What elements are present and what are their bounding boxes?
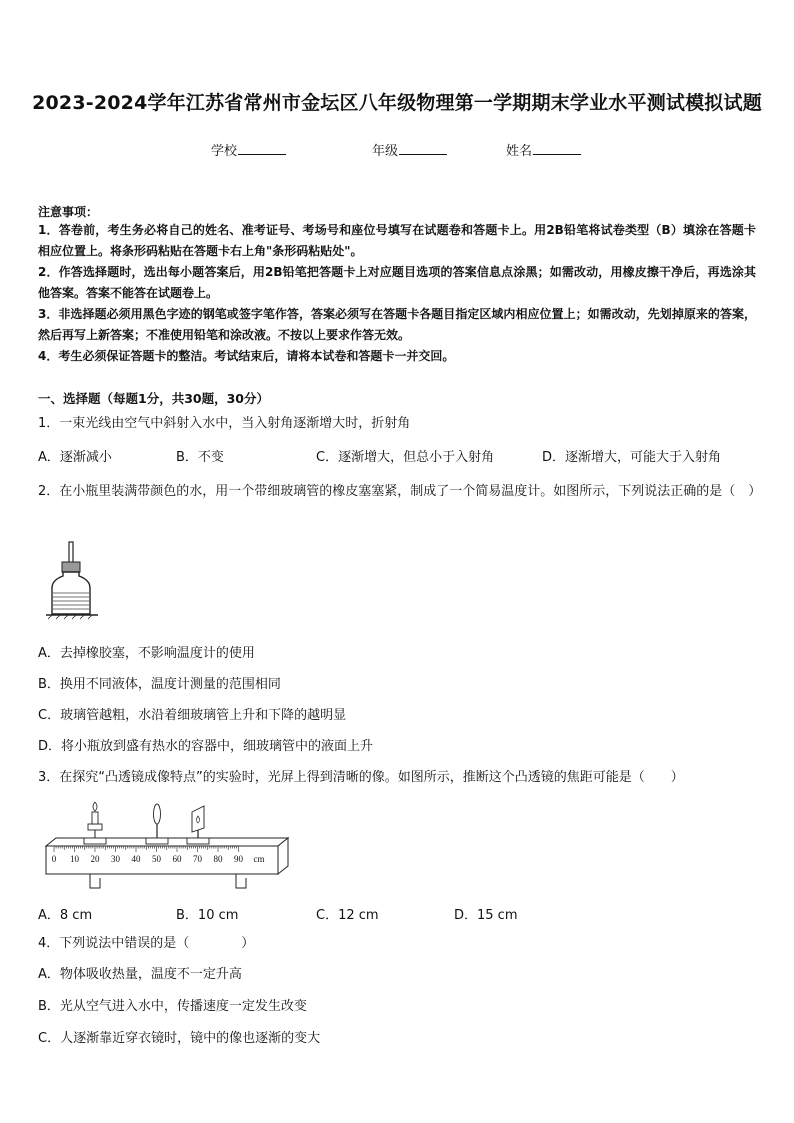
grade-label: 年级 <box>372 144 399 159</box>
note-3: 3．非选择题必须用黑色字迹的钢笔或签字笔作答，答案必须写在答题卡各题目指定区域内相应位置上；如需改动，先划掉原来的答案，然后再写上新答案；不准使用铅笔和涂改液。不按以上要求作答无效。 <box>38 307 756 342</box>
note-4: 4．考生必须保证答题卡的整洁。考试结束后，请将本试卷和答题卡一并交回。 <box>38 349 455 363</box>
q4-option-a[interactable]: A．物体吸收热量，温度不一定升高 <box>38 967 242 982</box>
question-4-stem: 4．下列说法中错误的是（ ） <box>38 936 255 951</box>
notes-header: 注意事项： <box>38 205 99 219</box>
ruler-label: 90 <box>234 854 243 864</box>
ruler-label: 0 <box>51 854 57 864</box>
grade-blank[interactable] <box>399 142 447 155</box>
q4-option-c[interactable]: C．人逐渐靠近穿衣镜时，镜中的像也逐渐的变大 <box>38 1031 321 1046</box>
grade-field[interactable] <box>372 140 447 159</box>
q2-option-b[interactable]: B．换用不同液体，温度计测量的范围相同 <box>38 677 281 692</box>
ruler-label: 20 <box>90 854 100 864</box>
q3-option-a[interactable]: A．8 cm <box>38 908 93 923</box>
note-1: 1．答卷前，考生务必将自己的姓名、准考证号、考场号和座位号填写在试题卷和答题卡上。用2B铅笔将试卷类型（B）填涂在答题卡相应位置上。将条形码粘贴在答题卡右上角"条形码粘贴处"。 <box>38 223 756 258</box>
ruler-label: 40 <box>131 854 141 864</box>
optical-bench-figure <box>44 802 290 894</box>
school-field[interactable] <box>211 140 286 159</box>
ruler-label: 50 <box>152 854 161 864</box>
question-2-stem: 2．在小瓶里装满带颜色的水，用一个带细玻璃管的橡皮塞塞紧，制成了一个简易温度计。如图所示，下列说法正确的是（ ） <box>38 484 762 499</box>
name-blank[interactable] <box>533 142 581 155</box>
q2-option-c[interactable]: C．玻璃管越粗，水沿着细玻璃管上升和下降的越明显 <box>38 708 347 723</box>
q3-option-d[interactable]: D．15 cm <box>454 908 518 923</box>
school-label: 学校 <box>211 144 238 159</box>
q1-option-d[interactable]: D．逐渐增大，可能大于入射角 <box>542 450 722 465</box>
thermometer-bottle-figure <box>44 540 100 620</box>
ruler-label: cm <box>253 854 265 864</box>
school-blank[interactable] <box>238 142 286 155</box>
page-title: 2023-2024学年江苏省常州市金坛区八年级物理第一学期期末学业水平测试模拟试题 <box>32 92 762 114</box>
ruler-label: 10 <box>70 854 79 864</box>
name-field[interactable] <box>506 140 581 159</box>
section-heading: 一、选择题（每题1分，共30题，30分） <box>38 391 269 406</box>
q1-option-c[interactable]: C．逐渐增大，但总小于入射角 <box>316 450 495 465</box>
q1-option-a[interactable]: A．逐渐减小 <box>38 450 112 465</box>
question-3-stem: 3．在探究“凸透镜成像特点”的实验时，光屏上得到清晰的像。如图所示，推断这个凸透镜的焦距可能是（ ） <box>38 770 684 785</box>
q3-option-b[interactable]: B．10 cm <box>176 908 239 923</box>
q4-option-b[interactable]: B．光从空气进入水中，传播速度一定发生改变 <box>38 999 307 1014</box>
q2-option-a[interactable]: A．去掉橡胶塞，不影响温度计的使用 <box>38 646 255 661</box>
q1-option-b[interactable]: B．不变 <box>176 450 224 465</box>
q2-option-d[interactable]: D．将小瓶放到盛有热水的容器中，细玻璃管中的液面上升 <box>38 739 374 754</box>
question-1-stem: 1．一束光线由空气中斜射入水中，当入射角逐渐增大时，折射角 <box>38 416 411 431</box>
note-2: 2．作答选择题时，选出每小题答案后，用2B铅笔把答题卡上对应题目选项的答案信息点涂黑；如需改动，用橡皮擦干净后，再选涂其他答案。答案不能答在试题卷上。 <box>38 265 756 300</box>
ruler-label: 30 <box>111 854 120 864</box>
ruler-label: 80 <box>213 854 223 864</box>
name-label: 姓名 <box>506 144 533 159</box>
ruler-label: 60 <box>172 854 182 864</box>
ruler-label: 70 <box>193 854 202 864</box>
q3-option-c[interactable]: C．12 cm <box>316 908 379 923</box>
